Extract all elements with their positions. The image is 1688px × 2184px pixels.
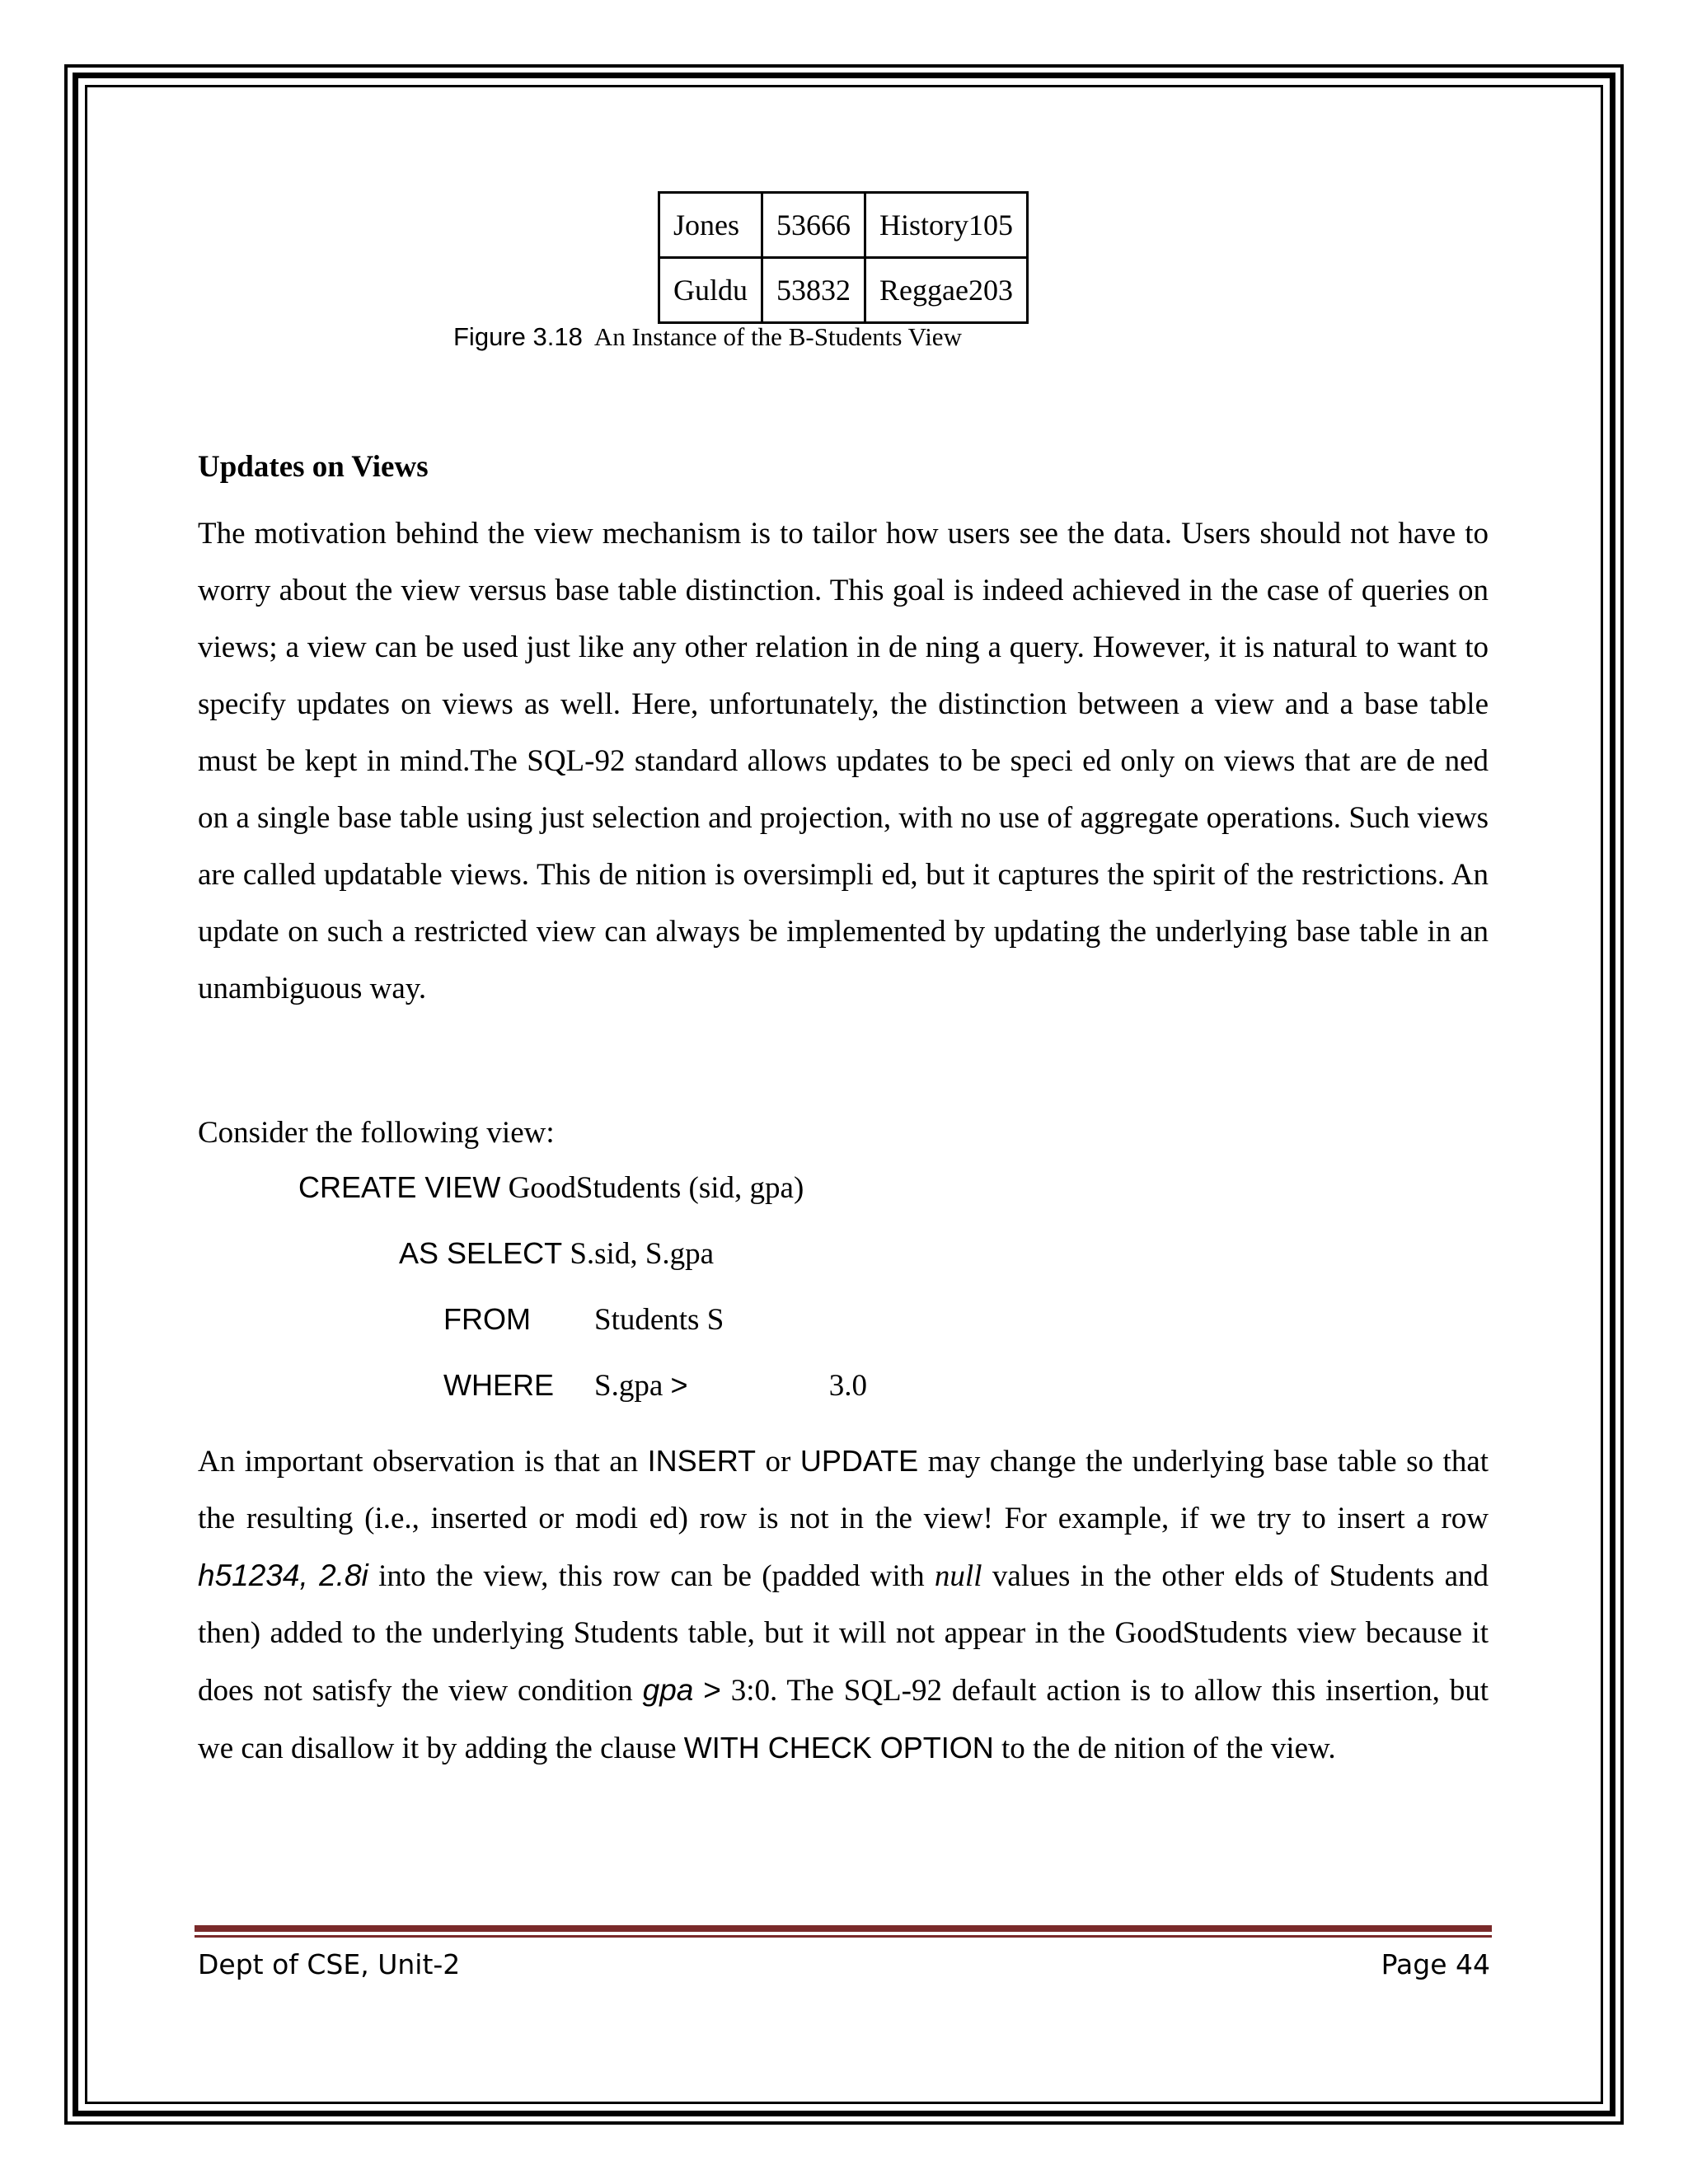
table-cell: Guldu: [659, 258, 762, 323]
condition-operator: >: [703, 1673, 721, 1707]
sql-keyword: WITH CHECK OPTION: [683, 1731, 994, 1765]
sql-keyword: UPDATE: [799, 1444, 919, 1478]
code-line-where: [443, 1368, 867, 1404]
sql-text: S.sid, S.gpa: [570, 1237, 715, 1271]
code-line-from: [443, 1302, 724, 1338]
text-run: may change the underlying base table so that the resulting (i.e., inserted or modi ed) row is not in the view! For example, if we try to insert a row: [198, 1445, 1489, 1535]
text-run: to the de nition of the view.: [1001, 1732, 1336, 1765]
sql-keyword: FROM: [443, 1302, 531, 1336]
row-value: h51234, 2.8i: [198, 1558, 368, 1592]
sql-keyword: INSERT: [647, 1444, 757, 1478]
text-run: into the view, this row can be (padded with: [378, 1559, 925, 1593]
condition-value: 3:0: [730, 1674, 770, 1708]
table-cell: Reggae203: [865, 258, 1028, 323]
section-heading: Updates on Views: [198, 450, 429, 484]
sql-text: Students S: [594, 1303, 724, 1337]
table-cell: History105: [865, 193, 1028, 258]
sql-text: 3.0: [828, 1369, 867, 1403]
table-cell: 53666: [762, 193, 865, 258]
text-run: . The SQL-92 default action is to allow this insertion, but we can disallow it by adding the clause: [198, 1674, 1489, 1765]
page-border-inner: [85, 85, 1603, 2104]
condition-variable: gpa: [642, 1673, 694, 1707]
sql-operator: >: [670, 1368, 688, 1402]
paragraph-observation: [198, 1432, 1489, 1777]
table-cell: 53832: [762, 258, 865, 323]
text-run: An important observation is that an: [198, 1445, 639, 1479]
sql-text: S.gpa: [594, 1369, 663, 1403]
code-line-select: [399, 1236, 714, 1272]
paragraph-motivation: The motivation behind the view mechanism is to tailor how users see the data. Users should not have to worry about the view versus base table distinction. This goal is indeed achieved in the case of queries on views; a view can be used just like any other relation in de ning a query. However, it is natural to want to specify updates on views as well. Here, unfortunately, the distinction between a view and a base table must be kept in mind.The SQL-92 standard allows updates to be speci ed only on views that are de ned on a single base table using just selection and projection, with no use of aggregate operations. Such views are called updatable views. This de nition is oversimpli ed, but it captures the spirit of the restrictions. An update on such a restricted view can always be implemented by updating the underlying base table in an unambiguous way.: [198, 517, 1489, 1005]
table-row: [659, 193, 1028, 258]
text-run: values in the other elds of Students and then) added to the underlying Students table, but it will not appear in the GoodStudents view because it does not satisfy the view condition: [198, 1559, 1489, 1708]
code-line-create: [298, 1170, 804, 1206]
footer-department: Dept of CSE, Unit-2: [198, 1948, 461, 1980]
sql-keyword: CREATE VIEW: [298, 1170, 501, 1204]
sql-text: GoodStudents (sid, gpa): [508, 1171, 804, 1205]
sql-keyword: AS SELECT: [399, 1236, 563, 1270]
footer-rule: [195, 1925, 1492, 1932]
null-word: null: [934, 1559, 982, 1593]
footer-rule-thin: [195, 1935, 1492, 1938]
text-run: or: [765, 1445, 791, 1479]
figure-label: Figure 3.18: [453, 322, 583, 351]
footer-page-number: Page 44: [1381, 1948, 1490, 1980]
sql-keyword: WHERE: [443, 1368, 554, 1402]
table-cell: Jones: [659, 193, 762, 258]
figure-caption-text: An Instance of the B-Students View: [593, 322, 962, 351]
figure-caption: [453, 321, 962, 352]
paragraph-consider: Consider the following view:: [198, 1116, 555, 1150]
table-row: [659, 258, 1028, 323]
b-students-table: [658, 191, 1029, 324]
